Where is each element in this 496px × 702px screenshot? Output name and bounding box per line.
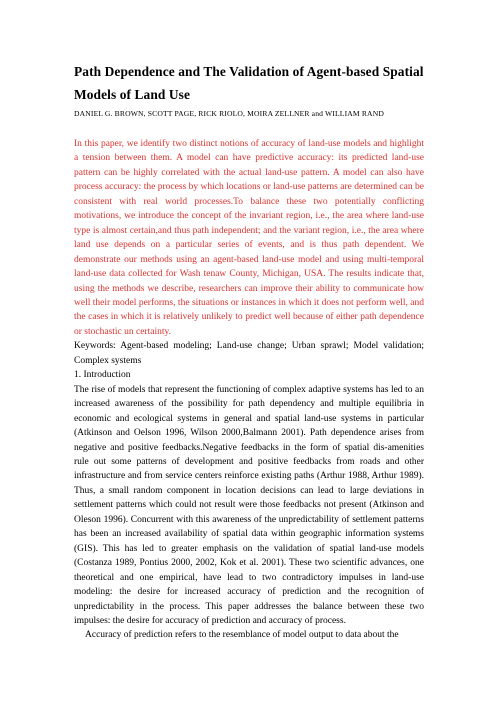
abstract: In this paper, we identify two distinct notions of accuracy of land-use models and highlight a tension between them. A model can have predictive accuracy: its predicted land-use pattern can be highly correlated with the actual land-use pattern. A model can also have process accuracy: the process by which locations or land-use patterns are determined can be consistent with real world processes.To balance these two potentially conflicting motivations, we introduce the concept of the invariant region, i.e., the area where land-use type is almost certain,and thus path independent; and the variant region, i.e., the area where land use depends on a particular series of events, and is thus path dependent. We demonstrate our methods using an agent-based land-use model and using multi-temporal land-use data collected for Wash tenaw County, Michigan, USA. The results indicate that, using the methods we describe, researchers can improve their ability to communicate how well their model performs, the situations or instances in which it does not perform well, and the cases in which it is relatively unlikely to predict well because of either path dependence or stochastic un certainty. [74, 139, 424, 337]
section-heading-introduction: 1. Introduction [74, 370, 131, 381]
body-paragraph: The rise of models that represent the functioning of complex adaptive systems has led to an increased awareness of the possibility for path dependency and multiple equilibria in economic and ecological systems in general and spatial land-use systems in particular (Atkinson and Oelson 1996, Wilson 2000,Balmann 2001). Path dependence arises from negative and positive feedbacks.Negative feedbacks in the form of spatial dis-amenities rule out some patterns of development and positive feedbacks from roads and other infrastructure and from service centers reinforce existing paths (Arthur 1988, Arthur 1989). Thus, a small random component in location decisions can lead to large deviations in settlement patterns which could not result were those feedbacks not present (Atkinson and Oleson 1996). Concurrent with this awareness of the unpredictability of settlement patterns has been an increased availability of spatial data within geographic information systems (GIS). This has led to greater emphasis on the validation of spatial land-use models (Costanza 1989, Pontius 2000, 2002, Kok et al. 2001). These two scientific advances, one theoretical and one empirical, have lead to two contradictory impulses in land-use modeling: the desire for increased accuracy of prediction and the recognition of unpredictability in the process. This paper addresses the balance between these two impulses: the desire for accuracy of prediction and accuracy of process. [74, 384, 424, 626]
author-list: DANIEL G. BROWN, SCOTT PAGE, RICK RIOLO, MOIRA ZELLNER and WILLIAM RAND [74, 109, 384, 118]
body-paragraph: Accuracy of prediction refers to the resemblance of model output to data about the [85, 630, 399, 641]
paper-content [74, 60, 424, 643]
keywords: Keywords: Agent-based modeling; Land-use change; Urban sprawl; Model validation; Complex systems [74, 341, 424, 366]
paper-title: Path Dependence and The Validation of Agent-based Spatial Models of Land Use [74, 64, 424, 102]
